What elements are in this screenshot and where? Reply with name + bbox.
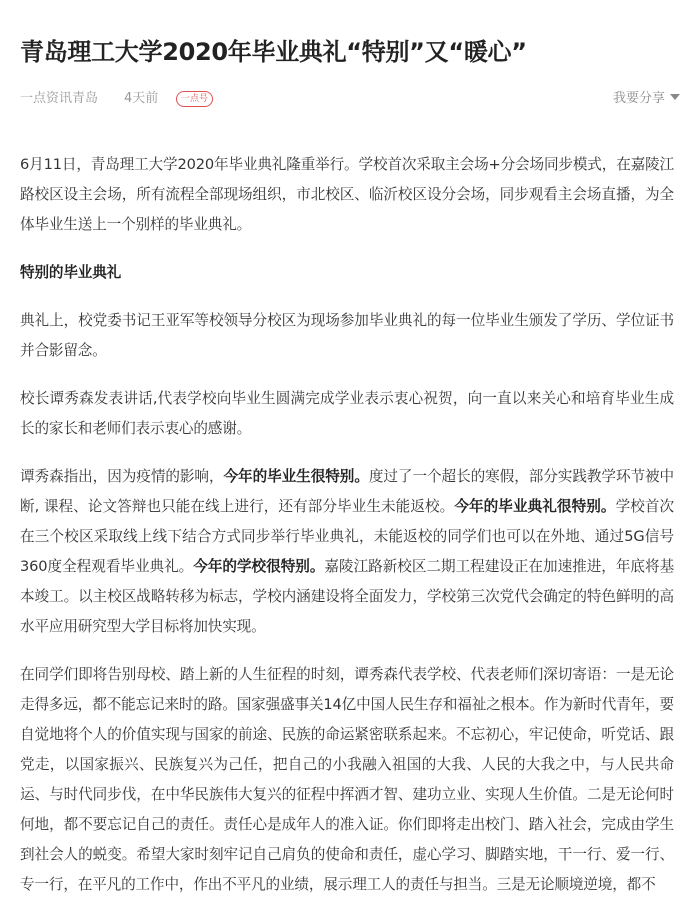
publish-time: 4天前: [124, 91, 159, 106]
emphasis-text: 今年的毕业生很特别。: [223, 468, 369, 485]
paragraph: [20, 462, 674, 642]
emphasis-text: 今年的学校很特别。: [193, 558, 325, 575]
emphasis-text: 今年的毕业典礼很特别。: [454, 498, 616, 515]
source-link[interactable]: 一点资讯青岛: [20, 91, 99, 106]
share-label: 我要分享: [612, 91, 665, 106]
text-run: 学校首次在三个校区采取线上线下结合方式同步举行毕业典礼，未能返校的同学们也可以在外地、通过5G信号360度全程观看毕业典礼。: [20, 498, 674, 575]
share-button[interactable]: [613, 88, 680, 110]
article-title: 青岛理工大学2020年毕业典礼“特别”又“暖心”: [20, 38, 527, 66]
text-run: 谭秀森指出，因为疫情的影响，: [20, 468, 224, 485]
paragraph: 典礼上，校党委书记王亚军等校领导分校区为现场参加毕业典礼的每一位毕业生颁发了学历、学位证书并合影留念。: [20, 312, 674, 359]
text-run: 度过了一个超长的寒假，部分实践教学环节被中断, 课程、论文答辩也只能在线上进行，还有部分毕业生未能返校。: [20, 468, 674, 515]
text-run: 嘉陵江路新校区二期工程建设正在加速推进，年底将基本竣工。以主校区战略转移为标志，学校内涵建设将全面发力，学校第三次党代会确定的特色鲜明的高水平应用研究型大学目标将加快实现。: [20, 558, 675, 635]
section-heading: 特别的毕业典礼: [20, 264, 122, 281]
yidian-badge: 一点号: [176, 91, 213, 107]
article-meta: [20, 88, 680, 110]
paragraph: 6月11日，青岛理工大学2020年毕业典礼隆重举行。学校首次采取主会场+分会场同步模式，在嘉陵江路校区设主会场，所有流程全部现场组织，市北校区、临沂校区设分会场，同步观看主会场直播，为全体毕业生送上一个别样的毕业典礼。: [20, 156, 674, 233]
article-body: [20, 150, 674, 918]
paragraph: 校长谭秀森发表讲话,代表学校向毕业生圆满完成学业表示衷心祝贺，向一直以来关心和培育毕业生成长的家长和老师们表示衷心的感谢。: [20, 390, 674, 437]
paragraph: 在同学们即将告别母校、踏上新的人生征程的时刻，谭秀森代表学校、代表老师们深切寄语：一是无论走得多远，都不能忘记来时的路。国家强盛事关14亿中国人民生存和福祉之根本。作为新时代青年，要自觉地将个人的价值实现与国家的前途、民族的命运紧密联系起来。不忘初心，牢记使命，听党话、跟党走，以国家振兴、民族复兴为己任，把自己的小我融入祖国的大我、人民的大我之中，与人民共命运、与时代同步伐，在中华民族伟大复兴的征程中挥洒才智、建功立业、实现人生价值。二是无论何时何地，都不要忘记自己的责任。责任心是成年人的准入证。你们即将走出校门、踏入社会，完成由学生到社会人的蜕变。希望大家时刻牢记自己肩负的使命和责任，虚心学习、脚踏实地，干一行、爱一行、专一行，在平凡的工作中，作出不平凡的业绩，展示理工人的责任与担当。三是无论顺境逆境，都不: [20, 666, 674, 893]
chevron-down-icon: [670, 94, 680, 100]
